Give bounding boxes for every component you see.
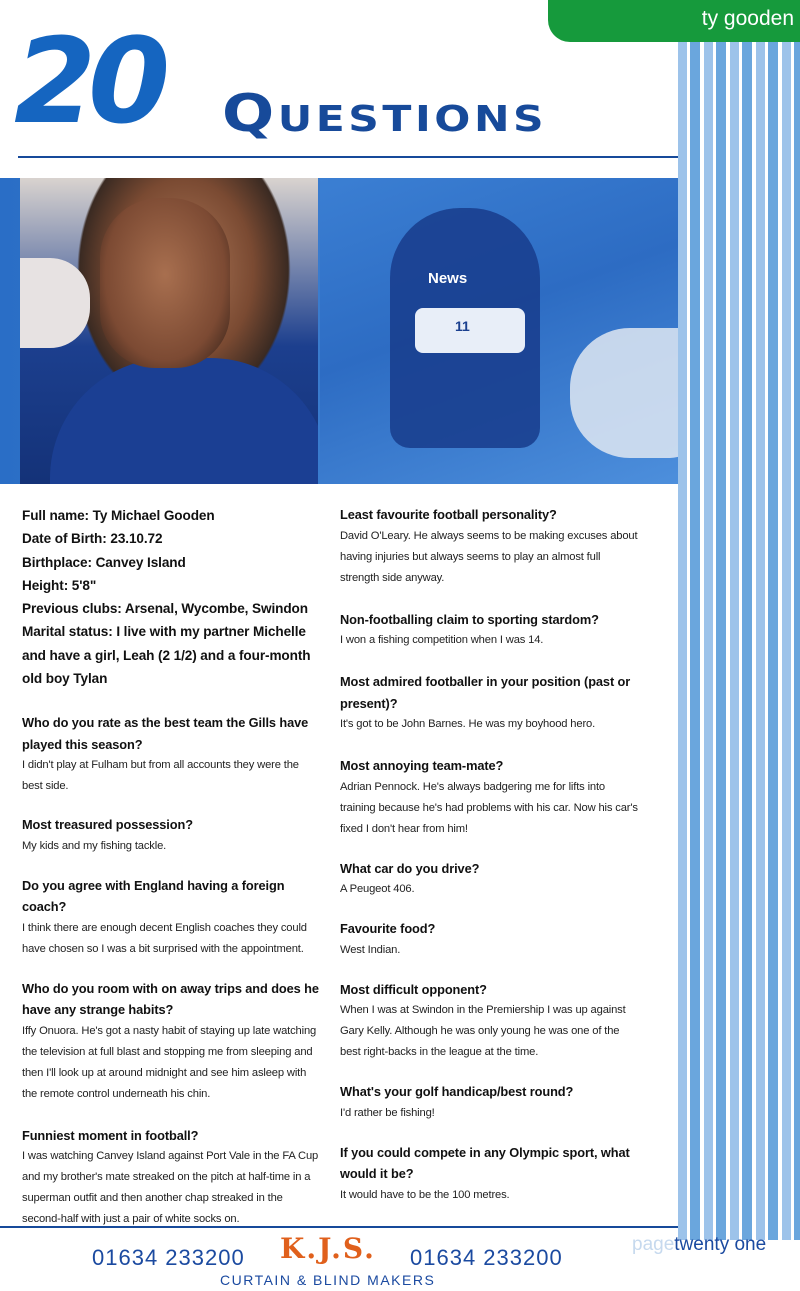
- action-photo: [320, 178, 678, 484]
- question: Do you agree with England having a foreign coach?: [22, 877, 285, 915]
- title-divider: [18, 156, 678, 158]
- footer-divider: [0, 1226, 678, 1228]
- profile-height: Height: 5'8": [22, 577, 97, 593]
- left-column: [22, 504, 322, 1230]
- answer: It's got to be John Barnes. He was my boyhood hero.: [340, 718, 596, 730]
- qa-item: [340, 858, 640, 901]
- qa-item: [22, 978, 322, 1105]
- profile-dob: Date of Birth: 23.10.72: [22, 531, 163, 547]
- question: Who do you room with on away trips and does he have any strange habits?: [22, 980, 319, 1018]
- question: Most annoying team-mate?: [340, 758, 504, 773]
- question: Most treasured possession?: [22, 817, 193, 833]
- answer: When I was at Swindon in the Premiership I was up against Gary Kelly. Although he was only young he was one of the best right-backs in the league at the time.: [340, 1004, 626, 1058]
- stripe-decoration: [678, 40, 800, 1240]
- qa-item: [340, 1142, 640, 1206]
- question: Funniest moment in football?: [22, 1127, 199, 1143]
- photo-opponent-sleeve: [20, 258, 90, 348]
- profile-full-name: Full name: Ty Michael Gooden: [22, 508, 215, 523]
- answer: A Peugeot 406.: [340, 883, 415, 895]
- profile-previous-clubs: Previous clubs: Arsenal, Wycombe, Swindon: [22, 601, 308, 617]
- answer: It would have to be the 100 metres.: [340, 1188, 510, 1201]
- photo-head: [100, 198, 230, 368]
- answer: David O'Leary. He always seems to be making excuses about having injuries but always seems to play an almost full strength side anyway.: [340, 529, 638, 584]
- shirt-sponsor-logo: News: [428, 270, 468, 287]
- answer: I'd rather be fishing!: [340, 1106, 435, 1119]
- page-number: [632, 1234, 766, 1256]
- question: What's your golf handicap/best round?: [340, 1084, 574, 1099]
- question: What car do you drive?: [340, 860, 480, 876]
- photo-shirt: [50, 358, 318, 484]
- question: Most difficult opponent?: [340, 981, 487, 997]
- question: If you could compete in any Olympic sport, what would it be?: [340, 1144, 630, 1181]
- answer: My kids and my fishing tackle.: [22, 839, 167, 852]
- sponsor-tagline: CURTAIN & BLIND MAKERS: [220, 1272, 436, 1288]
- shirt-number: 11: [455, 318, 470, 334]
- qa-item: [340, 755, 640, 840]
- answer: West Indian.: [340, 943, 401, 956]
- question: Most admired footballer in your position (past or present)?: [340, 674, 631, 711]
- page-number-text: twenty one: [674, 1234, 767, 1255]
- qa-item: [340, 671, 640, 735]
- answer: I think there are enough decent English coaches they could have chosen so I was a bit surprised with the appointment.: [22, 921, 307, 955]
- qa-item: [340, 979, 640, 1064]
- profile-marital-status: Marital status: I live with my partner Michelle and have a girl, Leah (2 1/2) and a four-month old boy Tylan: [22, 624, 311, 687]
- answer: I didn't play at Fulham but from all accounts they were the best side.: [22, 759, 299, 793]
- title-word: Questions: [222, 84, 548, 144]
- answer: I was watching Canvey Island against Port Vale in the FA Cup and my brother's mate streaked on the pitch at half-time in a superman outfit and then another chap streaked in the second-half with just a pair of white socks on.: [22, 1150, 319, 1226]
- qa-item: [340, 1081, 640, 1124]
- right-column: [340, 504, 640, 1206]
- qa-item: [22, 1125, 322, 1231]
- qa-item: [340, 609, 640, 652]
- answer: Iffy Onuora. He's got a nasty habit of staying up late watching the television at full blast and stopping me from sleeping and then I'll look up at around midnight and see him asleep with the remote control underneath his chin.: [22, 1024, 317, 1100]
- question: Who do you rate as the best team the Gills have played this season?: [22, 715, 309, 752]
- title-number: 20: [14, 12, 163, 150]
- question: Least favourite football personality?: [340, 507, 557, 522]
- photo-shorts: [415, 308, 525, 353]
- portrait-photo: [20, 178, 318, 484]
- answer: Adrian Pennock. He's always badgering me for lifts into training because he's had problems with his car. Now his car's fixed I don't hear from him!: [340, 780, 638, 835]
- answer: I won a fishing competition when I was 14.: [340, 634, 544, 646]
- footer-phone-right: 01634 233200: [410, 1245, 563, 1270]
- page-word: page: [632, 1234, 675, 1255]
- sponsor-logo: K.J.S.: [280, 1232, 376, 1265]
- player-name-tab: ty gooden: [548, 0, 800, 42]
- footer-phone-left: 01634 233200: [92, 1245, 245, 1270]
- profile-birthplace: Birthplace: Canvey Island: [22, 554, 186, 570]
- profile-block: [22, 504, 322, 690]
- question: Favourite food?: [340, 921, 436, 936]
- question: Non-footballing claim to sporting stardom?: [340, 611, 599, 627]
- qa-item: [340, 918, 640, 961]
- qa-item: [22, 712, 322, 797]
- qa-item: [22, 814, 322, 857]
- photo-opponent: [570, 328, 678, 458]
- qa-item: [22, 875, 322, 960]
- qa-item: [340, 504, 640, 589]
